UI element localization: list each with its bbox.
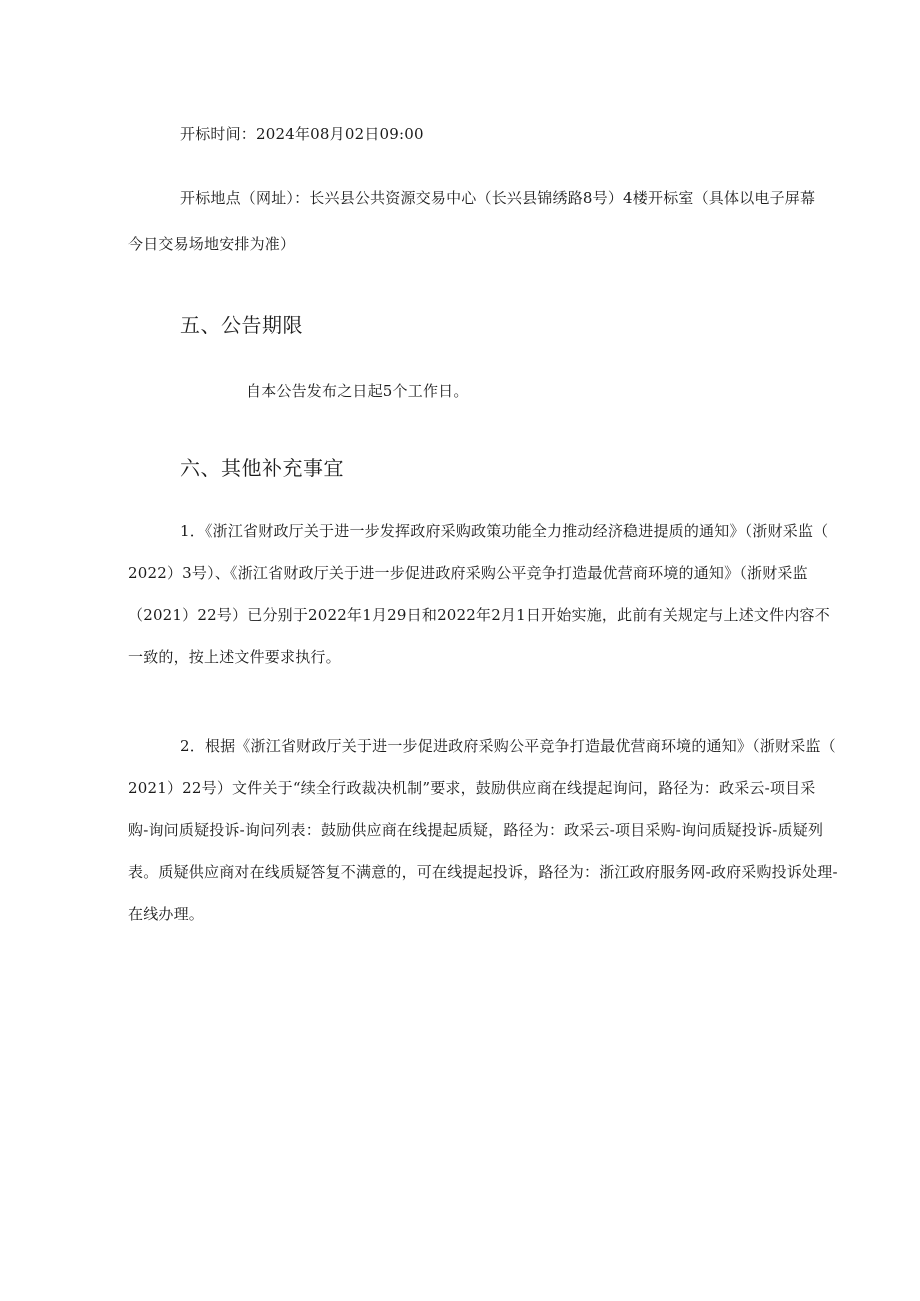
supplement-item-2-line: 在线办理。 [128,905,205,923]
opening-location-line-2: 今日交易场地安排为准） [128,235,296,253]
supplement-item-1 [128,510,848,678]
section-6-heading: 六、其他补充事宜 [180,456,344,480]
section-5-body: 自本公告发布之日起5个工作日。 [246,382,469,400]
supplement-item-1-line: 1．《浙江省财政厅关于进一步发挥政府采购政策功能全力推动经济稳进提质的通知》（浙财采监（ [180,522,829,540]
supplement-item-1-line: （2021）22号）已分别于2022年1月29日和2022年2月1日开始实施，此前有关规定与上述文件内容不 [128,606,830,624]
supplement-item-1-line: 一致的，按上述文件要求执行。 [128,648,341,666]
supplement-item-2-line: 2021）22号）文件关于“续全行政裁决机制”要求，鼓励供应商在线提起询问，路径为：政采云-项目采 [128,779,816,797]
supplement-item-2-line: 2．根据《浙江省财政厅关于进一步促进政府采购公平竞争打造最优营商环境的通知》（浙财采监（ [180,737,836,755]
supplement-item-2 [128,725,848,935]
section-5-heading: 五、公告期限 [180,313,303,337]
supplement-item-2-line: 表。质疑供应商对在线质疑答复不满意的，可在线提起投诉，路径为：浙江政府服务网-政府采购投诉处理- [128,863,838,881]
supplement-item-2-line: 购-询问质疑投诉-询问列表：鼓励供应商在线提起质疑，路径为：政采云-项目采购-询问质疑投诉-质疑列 [128,821,824,839]
opening-time: 开标时间：2024年08月02日09:00 [180,125,424,143]
supplement-item-1-line: 2022）3号）、《浙江省财政厅关于进一步促进政府采购公平竞争打造最优营商环境的通知》（浙财采监 [128,564,808,582]
opening-location-line-1: 开标地点（网址）：长兴县公共资源交易中心（长兴县锦绣路8号）4楼开标室（具体以电子屏幕 [180,189,816,207]
